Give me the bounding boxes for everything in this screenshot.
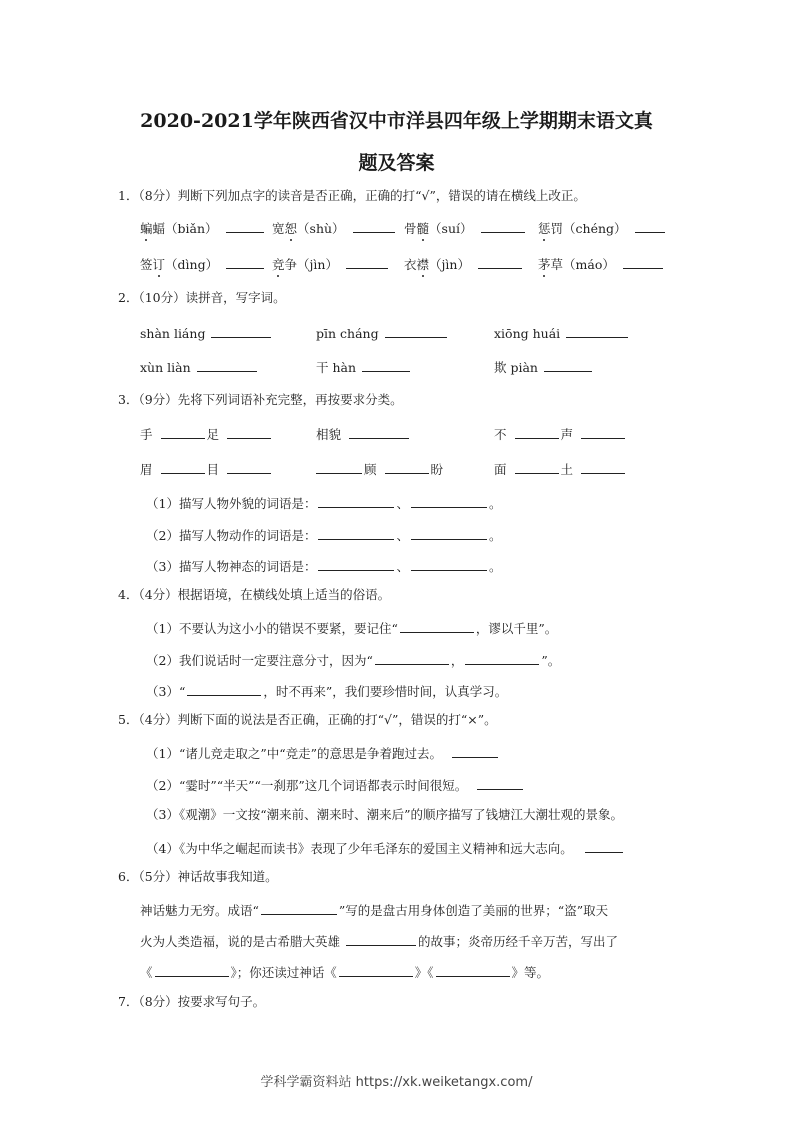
q2-row-2-item-3: 欺 piàn	[494, 358, 594, 376]
q1-row-2-item-2: 竞争（jìn）	[272, 255, 390, 273]
page-title-line-1: 2020-2021学年陕西省汉中市洋县四年级上学期期末语文真	[140, 110, 653, 132]
q4-sub-2: （2）我们说话时一定要注意分寸，因为“ ， ”。	[146, 653, 561, 668]
answer-blank[interactable]	[226, 219, 264, 233]
answer-blank[interactable]	[635, 219, 665, 233]
footer-watermark: 学科学霸资料站 https://xk.weiketangx.com/	[260, 1075, 533, 1090]
answer-blank[interactable]	[339, 963, 413, 977]
answer-blank[interactable]	[346, 255, 388, 269]
answer-blank[interactable]	[318, 494, 394, 508]
q1-item: 蝙蝠（biǎn）	[140, 221, 218, 236]
q2-row-1-item-3: xiōng huái	[494, 324, 630, 342]
answer-blank[interactable]	[385, 324, 447, 338]
answer-blank[interactable]	[346, 932, 416, 946]
q3-row-1-group-1: 手 足	[140, 425, 273, 443]
q2-row-2-item-2: 干 hàn	[316, 358, 412, 376]
q4-sub-3: （3）“ ，时不再来”，我们要珍惜时间，认真学习。	[146, 684, 508, 699]
answer-blank[interactable]	[261, 901, 337, 915]
q1-row-1-item-2: 宽恕（shù）	[272, 219, 397, 237]
q7-stem: 7．（8分）按要求写句子。	[118, 994, 266, 1009]
answer-blank[interactable]	[197, 358, 257, 372]
q4-stem: 4．（4分）根据语境，在横线处填上适当的俗语。	[118, 587, 391, 602]
answer-blank[interactable]	[318, 526, 394, 540]
answer-blank[interactable]	[478, 255, 522, 269]
answer-blank[interactable]	[581, 425, 625, 439]
answer-blank[interactable]	[477, 776, 523, 790]
answer-blank[interactable]	[187, 682, 261, 696]
q3-row-1-group-2: 相貌	[316, 425, 411, 443]
answer-blank[interactable]	[581, 460, 625, 474]
q2-stem: 2．（10分）读拼音，写字词。	[118, 290, 286, 305]
answer-blank[interactable]	[353, 219, 395, 233]
q5-item-3: （3）《观潮》一文按“潮来前、潮来时、潮来后”的顺序描写了钱塘江大潮壮观的景象。	[146, 807, 623, 822]
answer-blank[interactable]	[481, 219, 525, 233]
answer-blank[interactable]	[452, 744, 498, 758]
answer-blank[interactable]	[161, 425, 205, 439]
answer-blank[interactable]	[155, 963, 229, 977]
q6-line-2: 火为人类造福，说的是古希腊大英雄 的故事；炎帝历经千辛万苦，写出了	[140, 934, 619, 949]
answer-blank[interactable]	[400, 619, 474, 633]
page-title-line-2: 题及答案	[358, 152, 435, 174]
q3-row-2-group-1: 眉 目	[140, 460, 273, 478]
answer-blank[interactable]	[375, 651, 449, 665]
answer-blank[interactable]	[411, 557, 487, 571]
q3-sub-1: （1）描写人物外貌的词语是： 、 。	[146, 496, 502, 511]
answer-blank[interactable]	[436, 963, 510, 977]
answer-blank[interactable]	[566, 324, 628, 338]
answer-blank[interactable]	[465, 651, 539, 665]
q5-stem: 5．（4分）判断下面的说法是否正确，正确的打“√”，错误的打“×”。	[118, 712, 497, 727]
answer-blank[interactable]	[411, 494, 487, 508]
answer-blank[interactable]	[585, 839, 623, 853]
q1-row-1-item-4: 惩罚（chéng）	[538, 219, 667, 237]
q4-sub-1: （1）不要认为这小小的错误不要紧，要记住“ ，谬以千里”。	[146, 621, 558, 636]
q1-stem: 1．（8分）判断下列加点字的读音是否正确，正确的打“√”，错误的请在横线上改正。	[118, 188, 586, 203]
answer-blank[interactable]	[318, 557, 394, 571]
q2-row-1-item-1: shàn liáng	[140, 324, 273, 342]
answer-blank[interactable]	[411, 526, 487, 540]
answer-blank[interactable]	[623, 255, 663, 269]
answer-blank[interactable]	[362, 358, 410, 372]
q3-row-2-group-3: 面 土	[494, 460, 627, 478]
answer-blank[interactable]	[515, 425, 559, 439]
q1-row-2-item-4: 茅草（máo）	[538, 255, 665, 273]
answer-blank[interactable]	[227, 425, 271, 439]
q5-item-4: （4）《为中华之崛起而读书》表现了少年毛泽东的爱国主义精神和远大志向。	[146, 839, 625, 857]
answer-blank[interactable]	[544, 358, 592, 372]
q3-row-1-group-3: 不 声	[494, 425, 627, 443]
answer-blank[interactable]	[349, 425, 409, 439]
q6-line-3: 《 》；你还读过神话《 》《 》等。	[140, 965, 550, 980]
answer-blank[interactable]	[385, 460, 429, 474]
answer-blank[interactable]	[316, 460, 362, 474]
q5-item-2: （2）“霎时”“半天”“一刹那”这几个词语都表示时间很短。	[146, 776, 525, 794]
q3-sub-2: （2）描写人物动作的词语是： 、 。	[146, 528, 502, 543]
q3-sub-3: （3）描写人物神态的词语是： 、 。	[146, 559, 502, 574]
answer-blank[interactable]	[515, 460, 559, 474]
q3-stem: 3．（9分）先将下列词语补充完整，再按要求分类。	[118, 392, 403, 407]
q6-line-1: 神话魅力无穷。成语“ ”写的是盘古用身体创造了美丽的世界；“盗”取天	[140, 903, 609, 918]
q5-item-1: （1）“诸儿竞走取之”中“竞走”的意思是争着跑过去。	[146, 744, 500, 762]
answer-blank[interactable]	[226, 255, 264, 269]
q2-row-2-item-1: xùn liàn	[140, 358, 259, 376]
answer-blank[interactable]	[211, 324, 271, 338]
q1-row-2-item-3: 衣襟（jìn）	[404, 255, 524, 273]
q1-row-2-item-1: 签订（dìng）	[140, 255, 266, 273]
q6-stem: 6．（5分）神话故事我知道。	[118, 869, 278, 884]
q3-row-2-group-2: 顾 盼	[316, 460, 443, 478]
answer-blank[interactable]	[227, 460, 271, 474]
q2-row-1-item-2: pīn cháng	[316, 324, 449, 342]
answer-blank[interactable]	[161, 460, 205, 474]
q1-row-1	[140, 219, 266, 237]
q1-row-1-item-3: 骨髓（suí）	[404, 219, 527, 237]
